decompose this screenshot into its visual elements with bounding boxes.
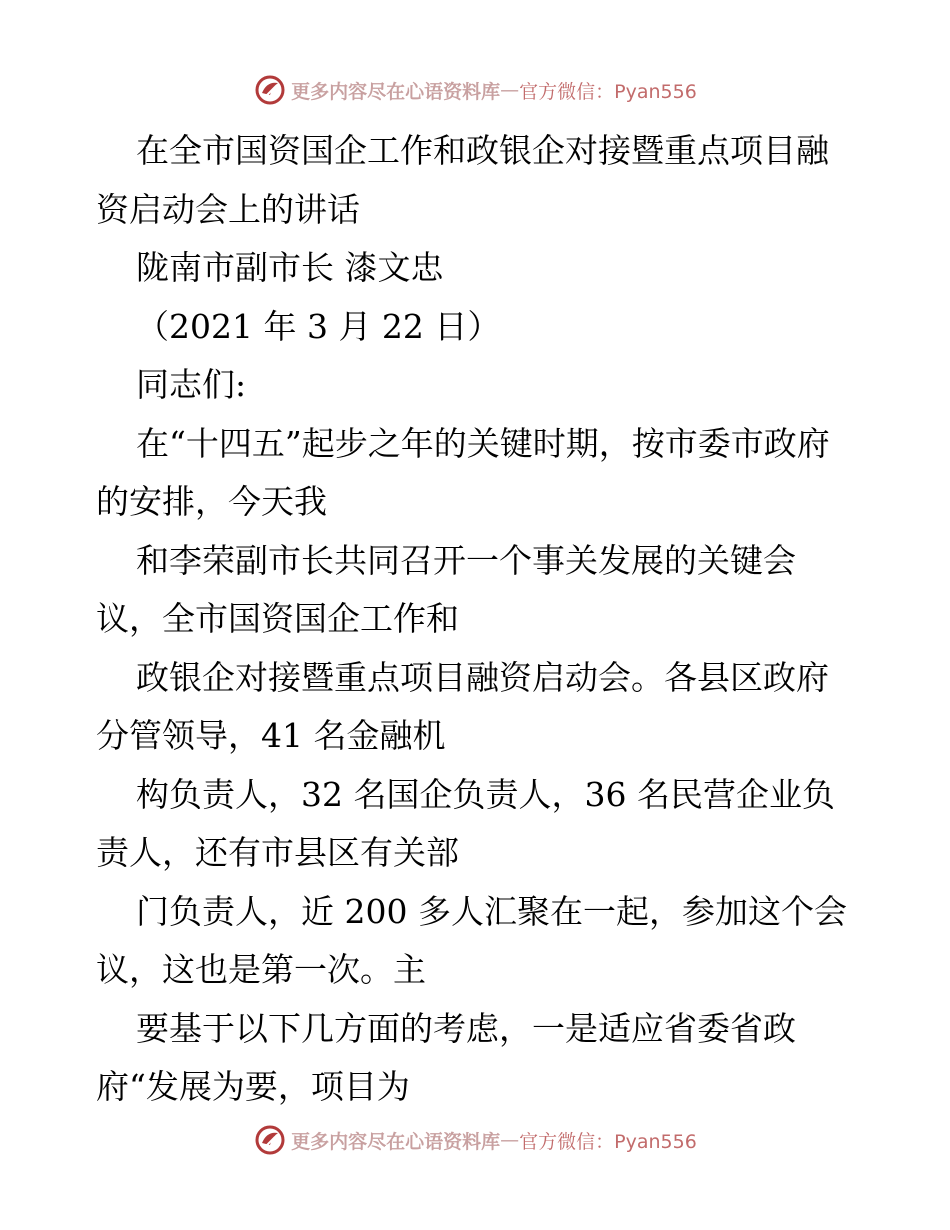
doc-date: （2021 年 3 月 22 日） <box>136 306 501 346</box>
document-body <box>96 122 856 1117</box>
banner-dash: — <box>500 1129 520 1151</box>
doc-paragraph: 和李荣副市长共同召开一个事关发展的关键会议，全市国资国企工作和 <box>96 540 796 638</box>
brand-logo-icon <box>253 73 287 107</box>
banner-main-text: 更多内容尽在心语资料库 <box>291 80 501 103</box>
footer-watermark-banner <box>0 1120 950 1160</box>
doc-paragraph: 要基于以下几方面的考虑，一是适应省委省政府“发展为要，项目为 <box>96 1008 796 1106</box>
doc-paragraph: 门负责人，近 200 多人汇聚在一起，参加这个会议，这也是第一次。主 <box>96 891 847 989</box>
header-watermark-banner <box>0 70 950 110</box>
banner-main-text: 更多内容尽在心语资料库 <box>291 1130 501 1153</box>
doc-title: 在全市国资国企工作和政银企对接暨重点项目融资启动会上的讲话 <box>96 131 829 229</box>
doc-paragraph: 政银企对接暨重点项目融资启动会。各县区政府分管领导，41 名金融机 <box>96 657 829 755</box>
doc-paragraph: 构负责人，32 名国企负责人，36 名民营企业负责人，还有市县区有关部 <box>96 774 835 872</box>
doc-paragraph: 在“十四五”起步之年的关键时期，按市委市政府的安排，今天我 <box>96 423 830 521</box>
banner-wechat-text: 官方微信：Pyan556 <box>519 80 697 103</box>
brand-logo-icon <box>253 1123 287 1157</box>
doc-salutation: 同志们: <box>136 365 247 404</box>
doc-author: 陇南市副市长 漆文忠 <box>136 248 444 287</box>
banner-wechat-text: 官方微信：Pyan556 <box>519 1130 697 1153</box>
banner-dash: — <box>500 79 520 101</box>
